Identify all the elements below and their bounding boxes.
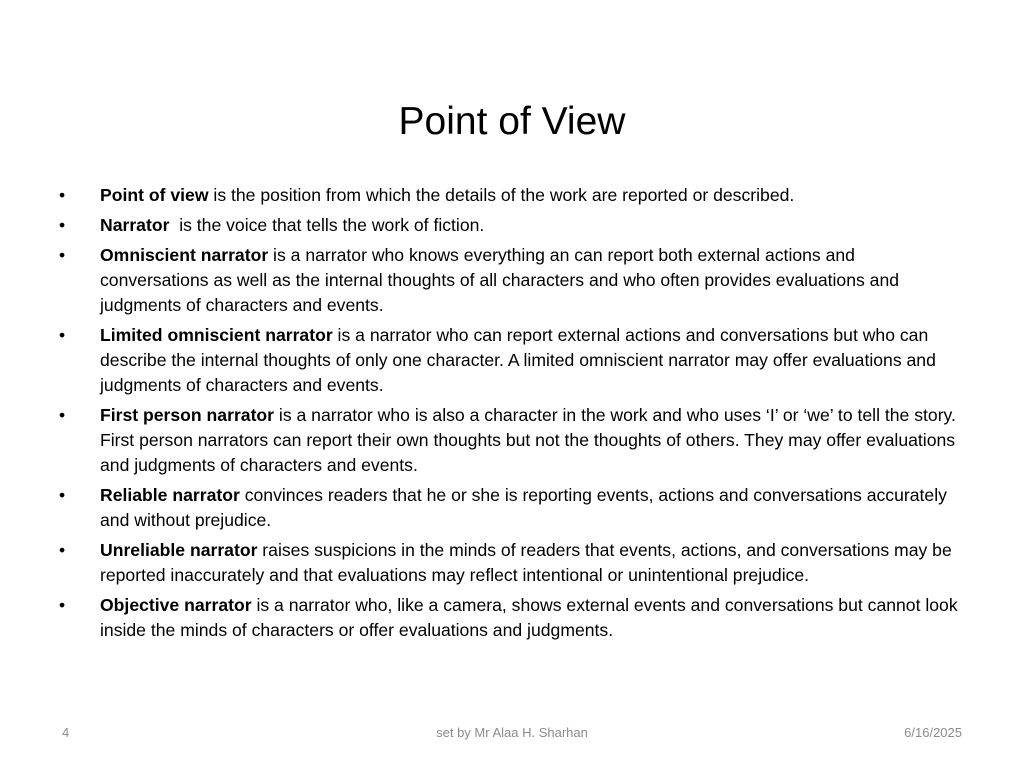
footer-author: set by Mr Alaa H. Sharhan: [436, 725, 588, 740]
bullet-icon: •: [59, 405, 66, 425]
bullet-icon: •: [59, 540, 66, 560]
list-item: [59, 183, 964, 208]
bullet-icon: •: [59, 185, 66, 205]
bullet-icon: •: [59, 215, 66, 235]
slide-number: 4: [62, 725, 70, 740]
list-item: [59, 483, 964, 533]
list-item: [59, 243, 964, 318]
item-text: is a narrator who is also a character in the work and who uses ‘I’ or ‘we’ to tell the story. First person narrators can report their own thoughts but not the thoughts of others. They may offer evaluations and judgments of characters and events.: [100, 405, 956, 475]
item-term: Unreliable narrator: [100, 540, 258, 560]
list-item: [59, 403, 964, 478]
item-text: is a narrator who, like a camera, shows external events and conversations but cannot look inside the minds of characters or offer evaluations and judgments.: [100, 595, 958, 640]
item-term: Narrator: [100, 215, 170, 235]
bullet-icon: •: [59, 325, 66, 345]
bullet-list: [59, 183, 964, 648]
bullet-icon: •: [59, 245, 66, 265]
list-item: [59, 323, 964, 398]
bullet-icon: •: [59, 595, 66, 615]
item-text: is the voice that tells the work of fiction.: [169, 215, 485, 235]
list-item: [59, 213, 964, 238]
list-item: [59, 538, 964, 588]
slide-title: Point of View: [398, 100, 626, 144]
item-term: Objective narrator: [100, 595, 252, 615]
item-term: Limited omniscient narrator: [100, 325, 333, 345]
item-text: is the position from which the details of the work are reported or described.: [208, 185, 795, 205]
list-item: [59, 593, 964, 643]
item-text: raises suspicions in the minds of readers that events, actions, and conversations may be reported inaccurately and that evaluations may reflect intentional or unintentional prejudice.: [100, 540, 952, 585]
footer-date: 6/16/2025: [904, 725, 962, 740]
item-text: is a narrator who knows everything an can report both external actions and conversations as well as the internal thoughts of all characters and who often provides evaluations and judgments of characters and events.: [100, 245, 900, 315]
item-text: is a narrator who can report external actions and conversations but who can describe the internal thoughts of only one character. A limited omniscient narrator may offer evaluations and judgments of characters and events.: [100, 325, 936, 395]
item-term: Omniscient narrator: [100, 245, 269, 265]
item-term: First person narrator: [100, 405, 275, 425]
item-text: convinces readers that he or she is reporting events, actions and conversations accurately and without prejudice.: [100, 485, 947, 530]
item-term: Point of view: [100, 185, 209, 205]
item-term: Reliable narrator: [100, 485, 240, 505]
bullet-icon: •: [59, 485, 66, 505]
